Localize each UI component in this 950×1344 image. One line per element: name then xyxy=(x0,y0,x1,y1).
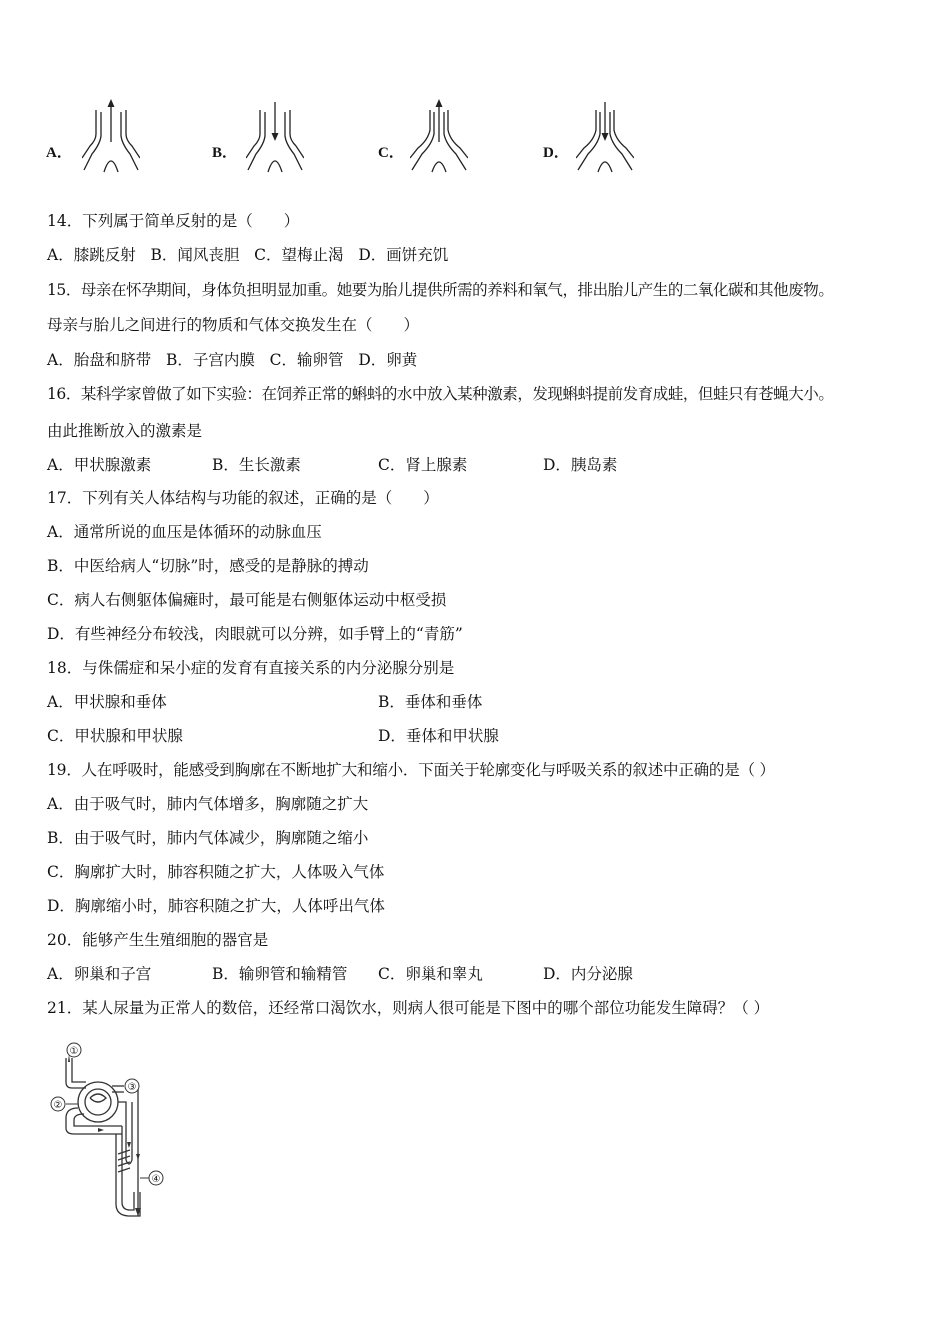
q20-option-c[interactable]: C．卵巢和睾丸 xyxy=(378,965,483,983)
q18-option-a[interactable]: A．甲状腺和垂体 xyxy=(47,693,167,711)
q18-option-b[interactable]: B．垂体和垂体 xyxy=(378,693,483,711)
q15-option-c[interactable]: C．输卵管 xyxy=(269,351,344,369)
q15-option-d[interactable]: D．卵黄 xyxy=(358,351,418,369)
q16-option-b[interactable]: B．生长激素 xyxy=(212,456,301,474)
fig-label-4: ④ xyxy=(151,1174,161,1185)
q21-stem: 21．某人尿量为正常人的数倍，还经常口渴饮水，则病人很可能是下图中的哪个部位功能发生障碍？（ ） xyxy=(47,999,770,1017)
q14-option-b[interactable]: B．闻风丧胆 xyxy=(150,246,240,264)
q19-option-c[interactable]: C．胸廓扩大时，肺容积随之扩大，人体吸入气体 xyxy=(47,863,385,881)
q18-stem: 18．与侏儒症和呆小症的发育有直接关系的内分泌腺分别是 xyxy=(47,659,455,677)
q20-option-d[interactable]: D．内分泌腺 xyxy=(543,965,633,983)
fig-a-tube-diagram xyxy=(82,98,140,174)
fig-label-2: ② xyxy=(53,1100,63,1111)
q20-option-b[interactable]: B．输卵管和输精管 xyxy=(212,965,348,983)
q17-stem: 17．下列有关人体结构与功能的叙述，正确的是（ ） xyxy=(47,489,439,507)
q16-option-c[interactable]: C．肾上腺素 xyxy=(378,456,468,474)
q19-stem: 19．人在呼吸时，能感受到胸廓在不断地扩大和缩小．下面关于轮廓变化与呼吸关系的叙述中正确的是（ ） xyxy=(47,761,775,779)
nephron-diagram xyxy=(46,1042,176,1218)
fig-label-1: ① xyxy=(69,1046,79,1057)
q17-option-d[interactable]: D．有些神经分布较浅，肉眼就可以分辨，如手臂上的“青筋” xyxy=(47,625,463,643)
q18-option-d[interactable]: D．垂体和甲状腺 xyxy=(378,727,499,745)
q19-option-d[interactable]: D．胸廓缩小时，肺容积随之扩大，人体呼出气体 xyxy=(47,897,385,915)
fig-label-3: ③ xyxy=(127,1082,137,1093)
q20-stem: 20．能够产生生殖细胞的器官是 xyxy=(47,931,269,949)
q15-options xyxy=(47,350,417,370)
fig-c-label: C． xyxy=(378,145,404,161)
fig-b-tube-diagram xyxy=(246,98,304,174)
q15-option-b[interactable]: B．子宫内膜 xyxy=(165,351,255,369)
q14-stem: 14．下列属于简单反射的是（ ） xyxy=(47,212,300,230)
fig-c-tube-diagram xyxy=(410,98,468,174)
q15-stem-line2: 母亲与胎儿之间进行的物质和气体交换发生在（ ） xyxy=(47,316,420,334)
q16-option-a[interactable]: A．甲状腺激素 xyxy=(47,456,152,474)
q14-option-a[interactable]: A．膝跳反射 xyxy=(47,246,136,264)
q15-option-a[interactable]: A．胎盘和脐带 xyxy=(47,351,152,369)
q14-option-c[interactable]: C．望梅止渴 xyxy=(254,246,344,264)
q19-option-b[interactable]: B．由于吸气时，肺内气体减少，胸廓随之缩小 xyxy=(47,829,369,847)
q16-stem-line2: 由此推断放入的激素是 xyxy=(47,422,203,440)
q20-option-a[interactable]: A．卵巢和子宫 xyxy=(47,965,152,983)
fig-a-label: A． xyxy=(46,145,72,161)
fig-b-label: B． xyxy=(212,145,238,161)
q18-option-c[interactable]: C．甲状腺和甲状腺 xyxy=(47,727,183,745)
fig-d-tube-diagram xyxy=(576,98,634,174)
q14-option-d[interactable]: D．画饼充饥 xyxy=(358,246,449,264)
q16-stem-line1: 16．某科学家曾做了如下实验：在饲养正常的蝌蚪的水中放入某种激素，发现蝌蚪提前发育成蛙，但蛙只有苍蝇大小。 xyxy=(47,385,834,403)
q19-option-a[interactable]: A．由于吸气时，肺内气体增多，胸廓随之扩大 xyxy=(47,795,369,813)
q17-option-b[interactable]: B．中医给病人“切脉”时，感受的是静脉的搏动 xyxy=(47,557,369,575)
q14-options xyxy=(47,245,448,265)
q16-option-d[interactable]: D．胰岛素 xyxy=(543,456,618,474)
q17-option-c[interactable]: C．病人右侧躯体偏瘫时，最可能是右侧躯体运动中枢受损 xyxy=(47,591,447,609)
q17-option-a[interactable]: A．通常所说的血压是体循环的动脉血压 xyxy=(47,523,322,541)
fig-d-label: D． xyxy=(543,145,569,161)
q15-stem-line1: 15．母亲在怀孕期间，身体负担明显加重。她要为胎儿提供所需的养料和氧气，排出胎儿产生的二氧化碳和其他废物。 xyxy=(47,281,834,299)
